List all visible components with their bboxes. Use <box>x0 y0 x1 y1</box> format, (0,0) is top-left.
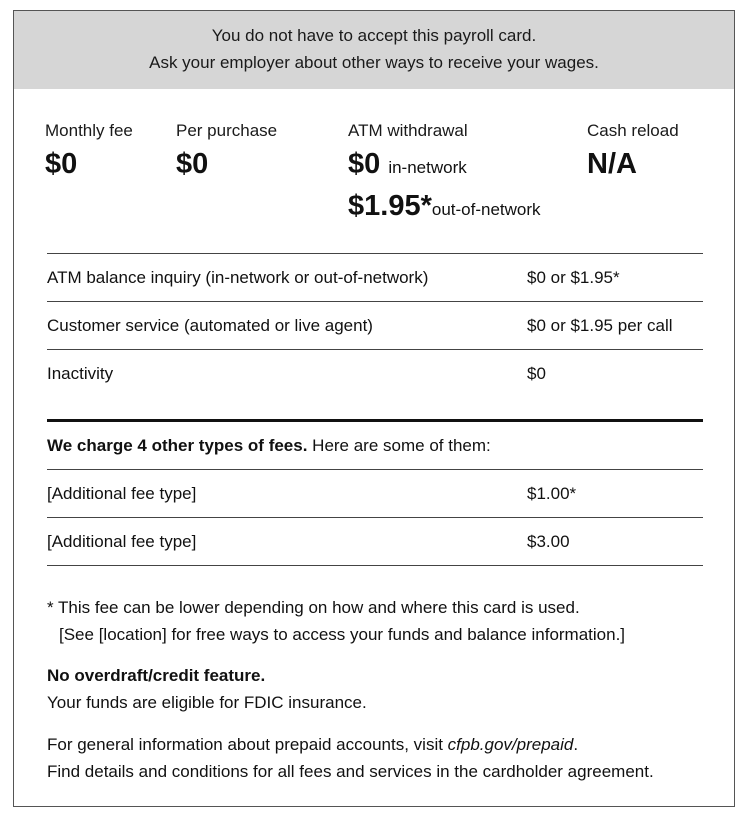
divider <box>47 469 703 470</box>
fee-row-name: Inactivity <box>47 364 114 383</box>
per-purchase-label: Per purchase <box>176 121 278 140</box>
divider <box>47 253 703 254</box>
divider <box>47 565 703 566</box>
atm-withdrawal-label: ATM withdrawal <box>348 121 468 140</box>
cash-reload-value: N/A <box>587 148 637 180</box>
other-fees-count: We charge 4 other types of fees. <box>47 436 308 455</box>
section-divider <box>47 419 703 422</box>
footnote-line-1: * This fee can be lower depending on how and where this card is used. <box>47 598 580 617</box>
general-info-suffix: . <box>573 735 579 754</box>
other-fee-name: [Additional fee type] <box>47 484 197 503</box>
other-fee-value: $3.00 <box>527 532 570 551</box>
fee-row-value: $0 or $1.95 per call <box>527 316 673 335</box>
atm-withdrawal-column <box>348 121 541 227</box>
atm-out-network-note: out-of-network <box>431 200 541 219</box>
atm-out-network-value: $1.95* <box>348 190 432 222</box>
fee-row-name: Customer service (automated or live agent) <box>47 316 373 335</box>
payroll-card-disclosure <box>13 10 735 807</box>
per-purchase-column <box>176 121 277 181</box>
fee-row-value: $0 or $1.95* <box>527 268 620 287</box>
cash-reload-label: Cash reload <box>587 121 679 140</box>
general-info-prefix: For general information about prepaid accounts, visit <box>47 735 448 754</box>
atm-in-network-value: $0 <box>348 148 381 180</box>
general-info <box>47 731 654 785</box>
footnote-line-2: [See [location] for free ways to access your funds and balance information.] <box>59 625 626 644</box>
fee-row-value: $0 <box>527 364 546 383</box>
overdraft-heading: No overdraft/credit feature. <box>47 666 266 685</box>
cash-reload-column <box>587 121 679 181</box>
monthly-fee-value: $0 <box>45 148 78 180</box>
general-info-line-1 <box>47 731 654 758</box>
other-fee-value: $1.00* <box>527 484 577 503</box>
other-fee-name: [Additional fee type] <box>47 532 197 551</box>
general-info-line-2: Find details and conditions for all fees and services in the cardholder agreement. <box>47 762 654 781</box>
fee-row-name: ATM balance inquiry (in-network or out-of-network) <box>47 268 429 287</box>
overdraft-section <box>47 662 367 716</box>
monthly-fee-label: Monthly fee <box>45 121 133 140</box>
other-fees-intro-rest: Here are some of them: <box>307 436 491 455</box>
atm-in-network-row <box>348 147 541 185</box>
cfpb-link[interactable]: cfpb.gov/prepaid <box>447 735 574 754</box>
banner-line-2: Ask your employer about other ways to receive your wages. <box>149 53 599 72</box>
warning-banner <box>14 11 734 89</box>
divider <box>47 517 703 518</box>
banner-line-1: You do not have to accept this payroll card. <box>211 26 537 45</box>
atm-in-network-note: in-network <box>388 158 467 177</box>
divider <box>47 301 703 302</box>
footnote <box>47 594 625 648</box>
per-purchase-value: $0 <box>176 148 209 180</box>
fdic-statement: Your funds are eligible for FDIC insurance. <box>47 693 367 712</box>
monthly-fee-column <box>45 121 133 181</box>
atm-out-network-row <box>348 189 541 227</box>
divider <box>47 349 703 350</box>
